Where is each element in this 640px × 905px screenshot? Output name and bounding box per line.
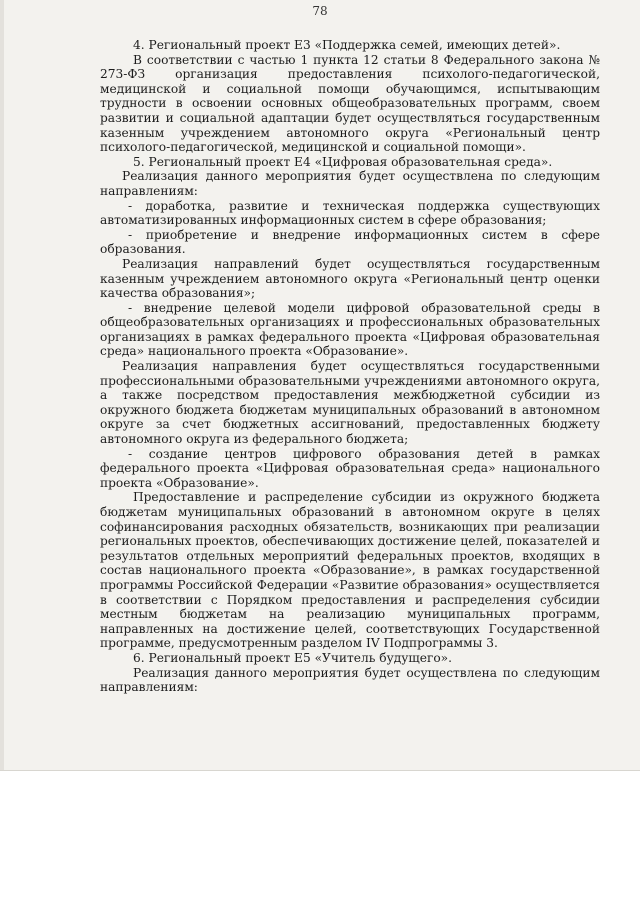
paragraph-section-6-heading: 6. Региональный проект Е5 «Учитель будущего». xyxy=(133,650,453,665)
list-item: - приобретение и внедрение информационных систем в сфере образования. xyxy=(100,227,600,257)
page-number: 78 xyxy=(312,4,328,18)
paragraph: Реализация данного мероприятия будет осуществлена по следующим направлениям: xyxy=(100,169,600,198)
paragraph: Реализация направлений будет осуществляться государственным казенным учреждением автономного округа «Региональный центр оценки качества образования»; xyxy=(100,256,600,301)
body-text xyxy=(100,38,600,695)
paragraph-section-4-heading: 4. Региональный проект Е3 «Поддержка семей, имеющих детей». xyxy=(133,38,561,52)
list-item: - внедрение целевой модели цифровой образовательной среды в общеобразовательных организациях и профессиональных образовательных организациях в рамках федерального проекта «Цифровая образовательная среда» национального проекта «Образование». xyxy=(100,300,600,359)
paragraph: Реализация направления будет осуществляться государственными профессиональными образовательными учреждениями автономного округа, а также посредством предоставления межбюджетной субсидии из окружного бюджета бюджетам муниципальных образований в автономном округе за счет бюджетных ассигнований, предоставленных бюджету автономного округа из федерального бюджета; xyxy=(100,359,600,447)
list-item: - доработка, развитие и техническая поддержка существующих автоматизированных информационных систем в сфере образования; xyxy=(100,198,600,228)
paragraph-section-5-heading: 5. Региональный проект Е4 «Цифровая образовательная среда». xyxy=(133,154,553,169)
blank-area xyxy=(0,771,640,905)
paragraph: Реализация данного мероприятия будет осуществлена по следующим направлениям: xyxy=(100,665,600,695)
paragraph: Предоставление и распределение субсидии из окружного бюджета бюджетам муниципальных образований в автономном округе в целях софинансирования расходных обязательств, возникающих при реализации региональных проектов, обеспечивающих достижение целей, показателей и результатов отдельных мероприятий федеральных проектов, входящих в состав национального проекта «Образование», в рамках государственной программы Российской Федерации «Развитие образования» осуществляется в соответствии с Порядком предоставления и распределения субсидии местным бюджетам на реализацию муниципальных программ, направленных на достижение целей, соответствующих Государственной программе, предусмотренным разделом IV Подпрограммы 3. xyxy=(100,490,600,651)
list-item: - создание центров цифрового образования детей в рамках федерального проекта «Цифровая образовательная среда» национального проекта «Образование». xyxy=(100,446,600,490)
paragraph: В соответствии с частью 1 пункта 12 статьи 8 Федерального закона № 273-ФЗ организация предоставления психолого-педагогической, медицинской и социальной помощи обучающимся, испытывающим трудности в освоении основных общеобразовательных программ, своем развитии и социальной адаптации будет осуществляться государственным казенным учреждением автономного округа «Региональный центр психолого-педагогической, медицинской и социальной помощи». xyxy=(100,52,600,155)
